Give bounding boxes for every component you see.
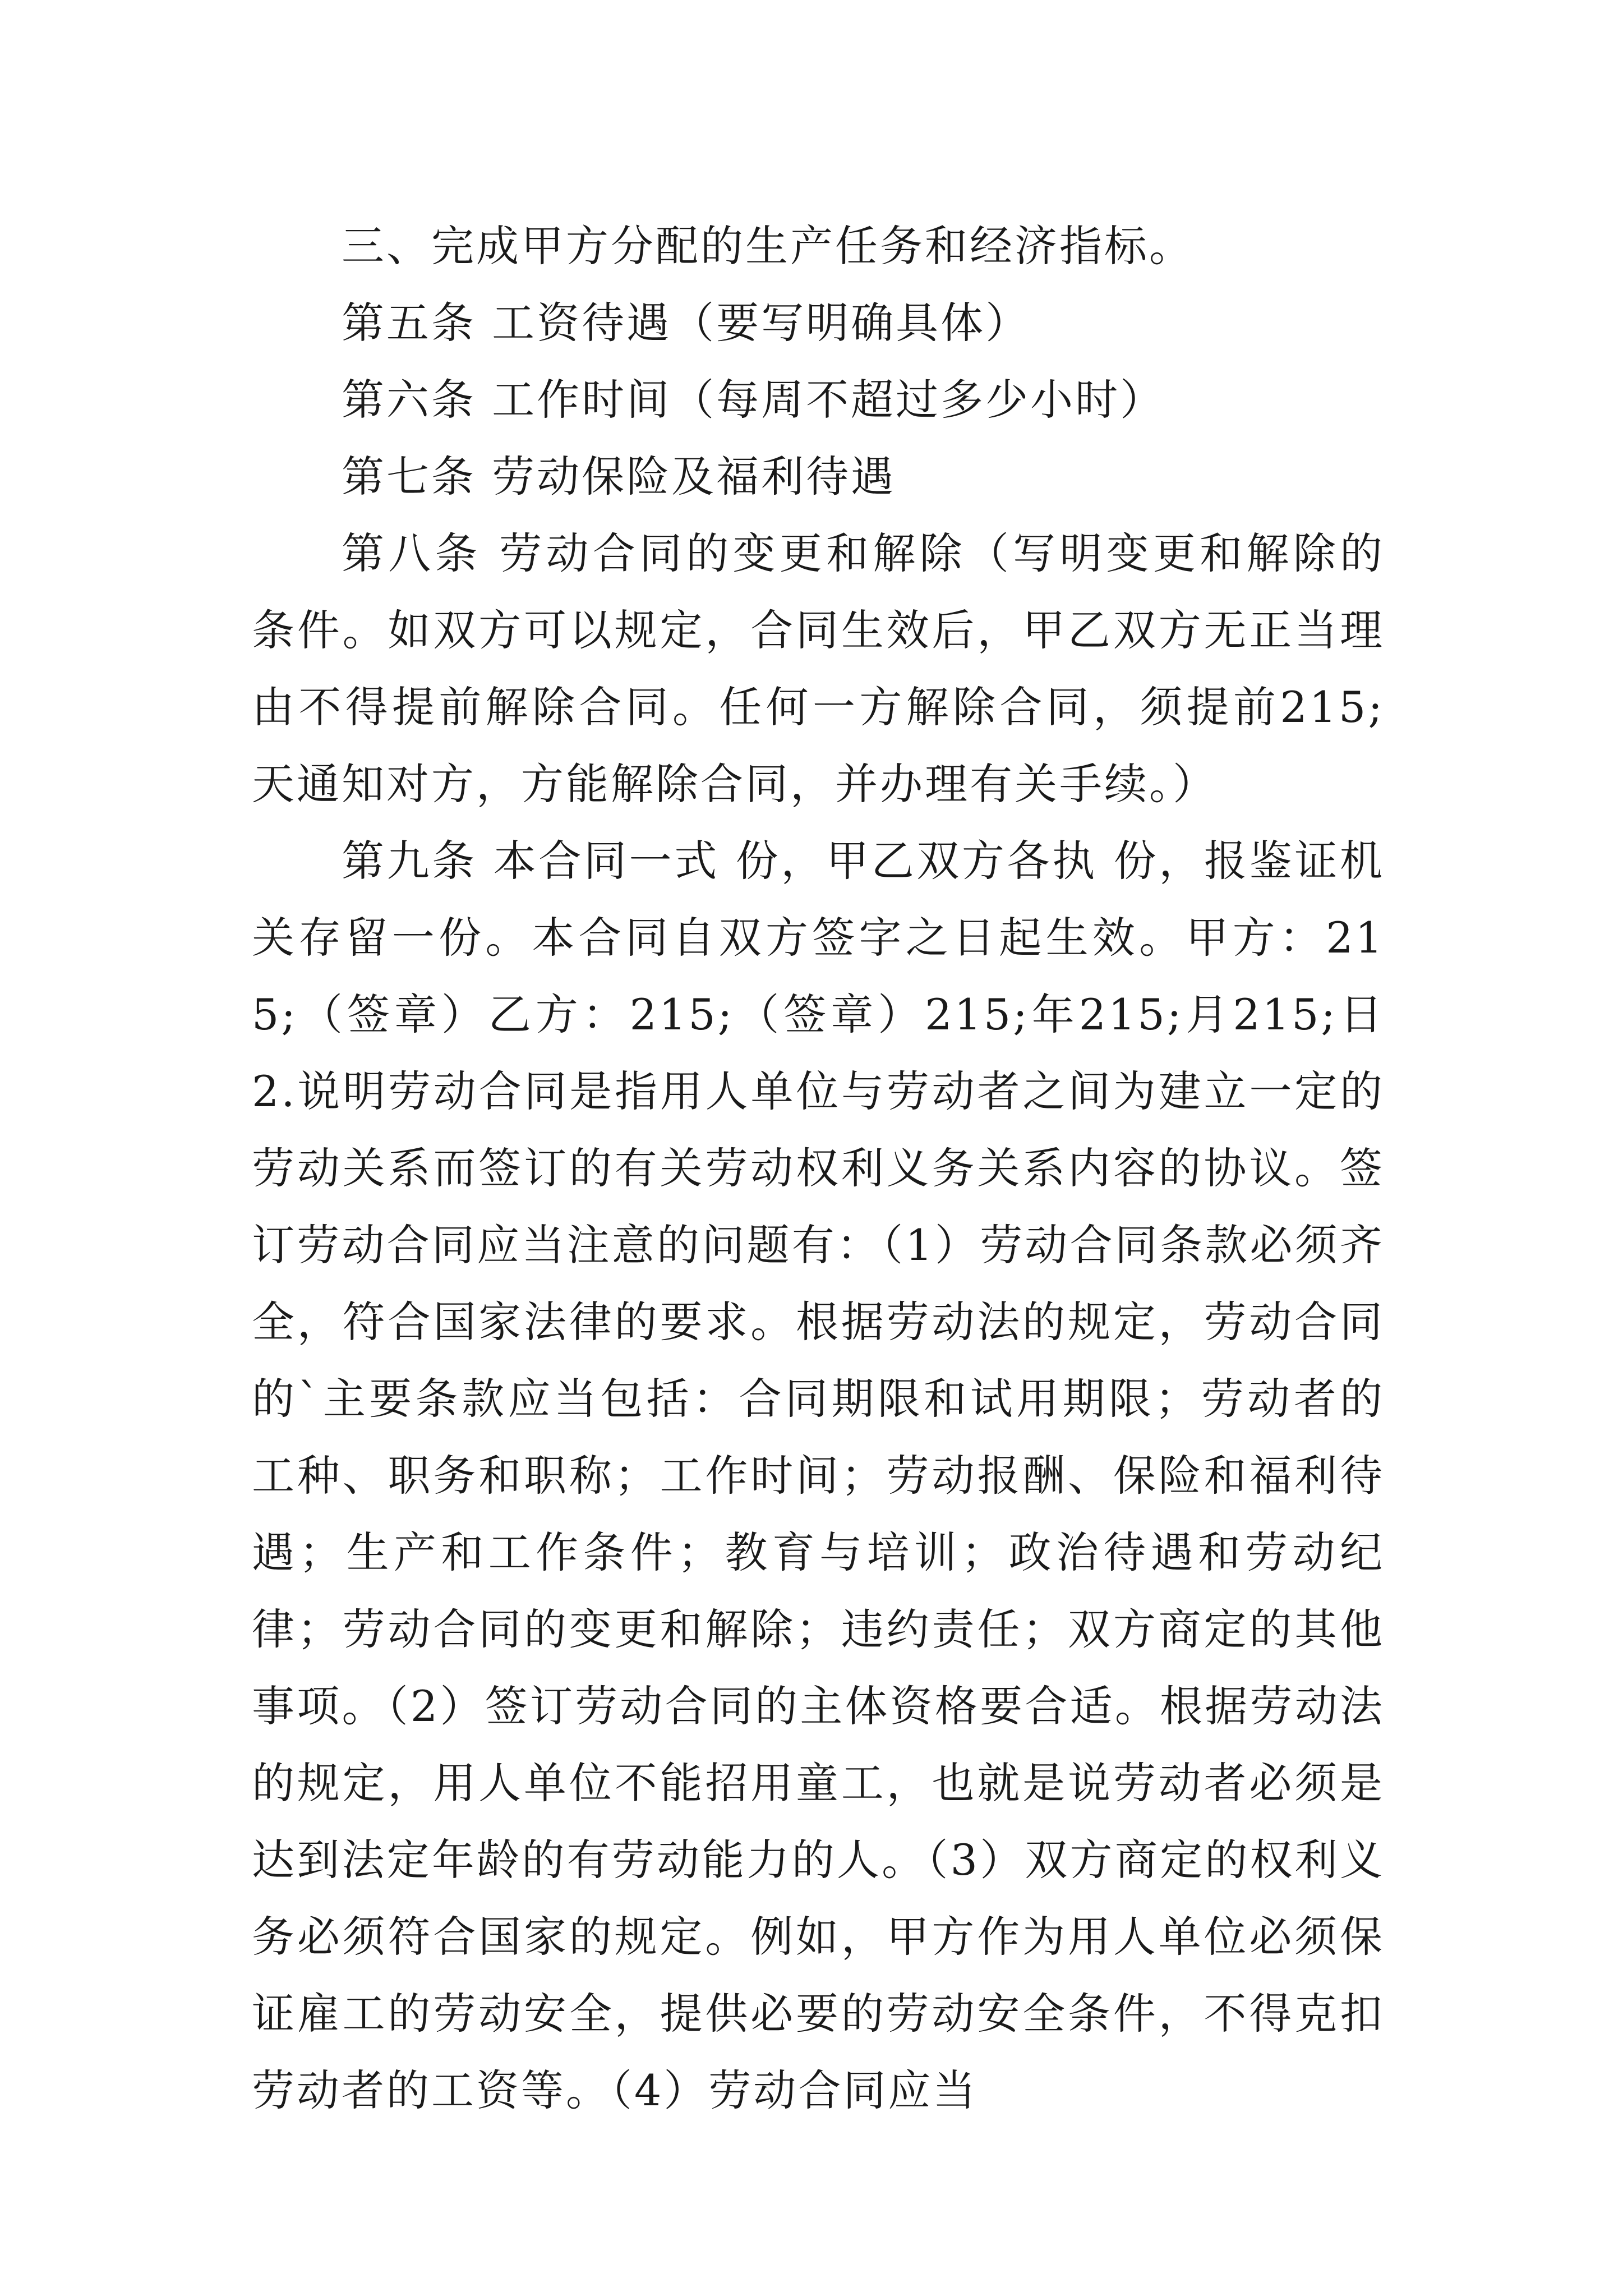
paragraph-article-9-copies-and-notes: 第九条 本合同一式 份，甲乙双方各执 份，报鉴证机关存留一份。本合同自双方签字之日起生效。甲方：215;（签章）乙方：215;（签章）215;年215;月215;日2.说明劳动合同是指用人单位与劳动者之间为建立一定的劳动关系而签订的有关劳动权利义务关系内容的协议。签订劳动合同应当注意的问题有：（1）劳动合同条款必须齐全，符合国家法律的要求。根据劳动法的规定，劳动合同的`主要条款应当包括：合同期限和试用期限；劳动者的工种、职务和职称；工作时间；劳动报酬、保险和福利待遇；生产和工作条件；教育与培训；政治待遇和劳动纪律；劳动合同的变更和解除；违约责任；双方商定的其他事项。（2）签订劳动合同的主体资格要合适。根据劳动法的规定，用人单位不能招用童工，也就是说劳动者必须是达到法定年龄的有劳动能力的人。（3）双方商定的权利义务必须符合国家的规定。例如，甲方作为用人单位必须保证雇工的劳动安全，提供必要的劳动安全条件，不得克扣劳动者的工资等。（4）劳动合同应当 — [252, 836, 1385, 2115]
paragraph-article-7-insurance: 第七条 劳动保险及福利待遇 — [342, 452, 896, 501]
document-body — [252, 208, 1385, 2129]
paragraph-article-5-wages: 第五条 工资待遇（要写明确具体） — [342, 298, 1031, 348]
paragraph-task-clause: 三、完成甲方分配的生产任务和经济指标。 — [342, 221, 1194, 271]
paragraph-article-6-hours: 第六条 工作时间（每周不超过多少小时） — [342, 375, 1165, 425]
paragraph-article-8-termination: 第八条 劳动合同的变更和解除（写明变更和解除的条件。如双方可以规定，合同生效后，甲乙双方无正当理由不得提前解除合同。任何一方解除合同，须提前215;天通知对方，方能解除合同，并办理有关手续。） — [252, 528, 1385, 809]
